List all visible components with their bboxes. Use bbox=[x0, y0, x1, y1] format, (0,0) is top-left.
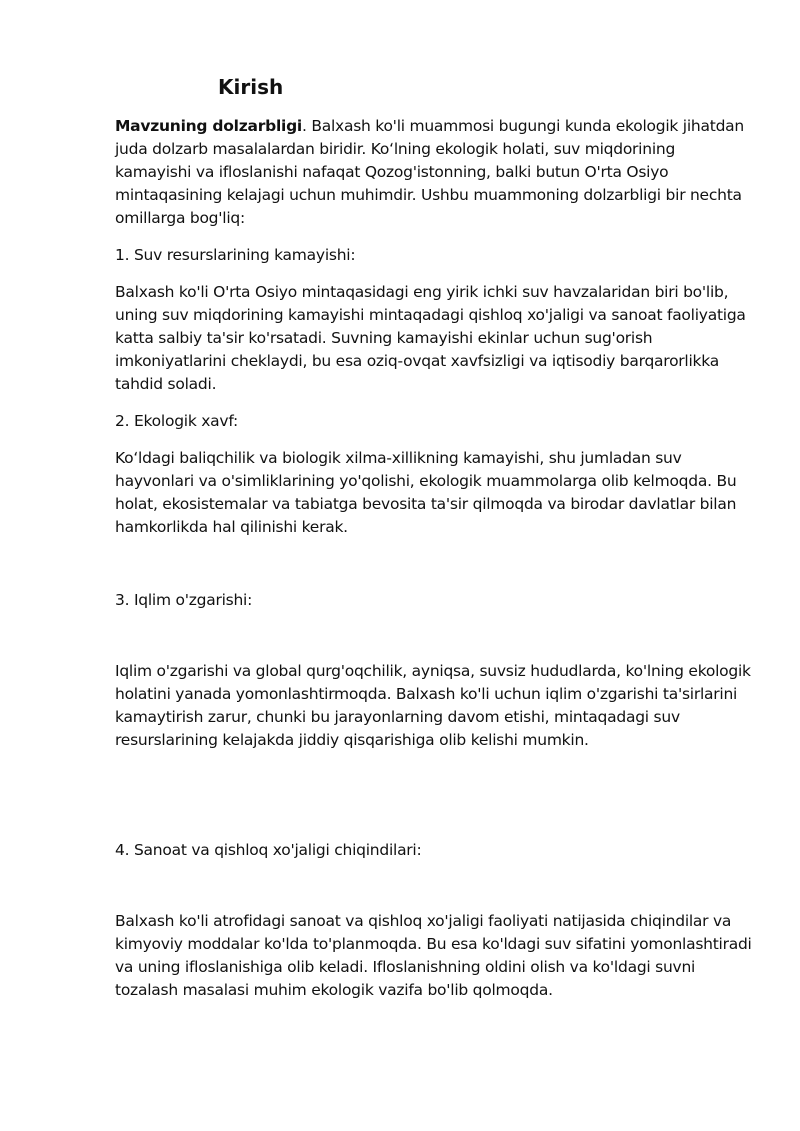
section-2-heading: 2. Ekologik xavf: bbox=[115, 412, 238, 430]
intro-lead: Mavzuning dolzarbligi bbox=[115, 117, 302, 135]
section-1-body: Balxash ko'li O'rta Osiyo mintaqasidagi eng yirik ichki suv havzalaridan biri bo'lib, uning suv miqdorining kamayishi mintaqadagi qishloq xo'jaligi va sanoat faoliyatiga katta salbiy ta'sir ko'rsatadi. Suvning kamayishi ekinlar uchun sug'orish imkoniyatlarini cheklaydi, bu esa oziq-ovqat xavfsizligi va iqtisodiy barqarorlikka tahdid soladi. bbox=[115, 283, 746, 393]
intro-text: . Balxash ko'li muammosi bugungi kunda ekologik jihatdan juda dolzarb masalalardan biridir. Koʻlning ekologik holati, suv miqdorining kamayishi va ifloslanishi nafaqat Qozog'istonning, balki butun O'rta Osiyo mintaqasining kelajagi uchun muhimdir. Ushbu muammoning dolzarbligi bir nechta omillarga bog'liq: bbox=[115, 117, 744, 227]
section-3-heading: 3. Iqlim o'zgarishi: bbox=[115, 591, 253, 609]
section-3-body: Iqlim o'zgarishi va global qurg'oqchilik, ayniqsa, suvsiz hududlarda, ko'lning ekologik holatini yanada yomonlashtirmoqda. Balxash ko'li uchun iqlim o'zgarishi ta'sirlarini kamaytirish zarur, chunki bu jarayonlarning davom etishi, mintaqadagi suv resurslarining kelajakda jiddiy qisqarishiga olib kelishi mumkin. bbox=[115, 662, 751, 749]
page-title: Kirish bbox=[218, 75, 284, 99]
section-1-heading: 1. Suv resurslarining kamayishi: bbox=[115, 246, 356, 264]
intro-paragraph bbox=[115, 115, 755, 230]
section-2-body: Koʻldagi baliqchilik va biologik xilma-xillikning kamayishi, shu jumladan suv hayvonlari va o'simliklarining yo'qolishi, ekologik muammolarga olib kelmoqda. Bu holat, ekosistemalar va tabiatga bevosita ta'sir qilmoqda va birodar davlatlar bilan hamkorlikda hal qilinishi kerak. bbox=[115, 449, 737, 536]
section-4-body: Balxash ko'li atrofidagi sanoat va qishloq xo'jaligi faoliyati natijasida chiqindilar va kimyoviy moddalar ko'lda to'planmoqda. Bu esa ko'ldagi suv sifatini yomonlashtiradi va uning ifloslanishiga olib keladi. Ifloslanishning oldini olish va ko'ldagi suvni tozalash masalasi muhim ekologik vazifa bo'lib qolmoqda. bbox=[115, 912, 752, 999]
section-4-heading: 4. Sanoat va qishloq xo'jaligi chiqindilari: bbox=[115, 841, 422, 859]
